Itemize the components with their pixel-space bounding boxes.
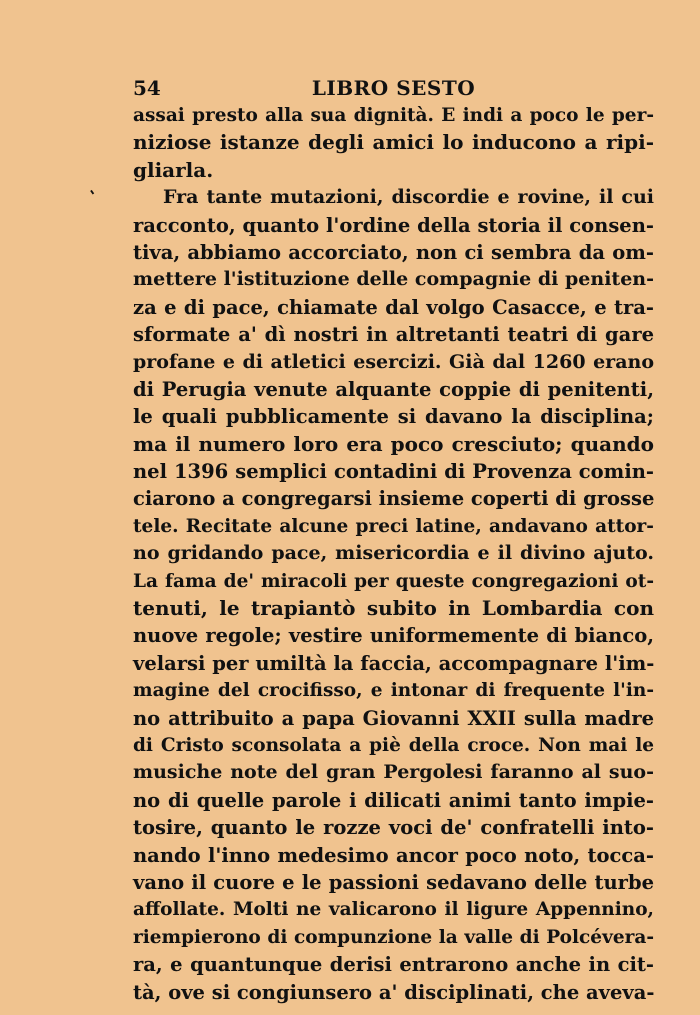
- body-text: [133, 102, 654, 1006]
- text-line: nel 1396 semplici contadini di Provenza comin-: [133, 460, 654, 484]
- text-line: Fra tante mutazioni, discordie e rovine, il cui: [163, 186, 654, 209]
- text-line: no di quelle parole i dilicati animi tanto impie-: [133, 788, 654, 812]
- text-line: vano il cuore e le passioni sedavano delle turbe: [133, 870, 654, 894]
- text-line: no attribuito a papa Giovanni XXII sulla madre: [133, 706, 654, 730]
- text-line: tiva, abbiamo accorciato, non ci sembra da om-: [133, 240, 654, 264]
- text-line: nuove regole; vestire uniformemente di bianco,: [133, 624, 654, 648]
- text-line: tà, ove si congiunsero a' disciplinati, che aveva-: [133, 980, 655, 1004]
- text-line: ra, e quantunque derisi entrarono anche in cit-: [133, 953, 654, 977]
- text-line: La fama de' miracoli per queste congregazioni ot-: [133, 570, 654, 592]
- text-line: tosire, quanto le rozze voci de' confratelli into-: [133, 816, 654, 840]
- text-line: tele. Recitate alcune preci latine, andavano attor-: [133, 515, 654, 537]
- text-line: tenuti, le trapiantò subito in Lombardia con: [133, 596, 654, 621]
- text-line: di Perugia venute alquante coppie di penitenti,: [133, 377, 654, 401]
- page-header: [133, 76, 654, 102]
- text-line: profane e di atletici esercizi. Già dal 1260 erano: [133, 350, 654, 373]
- text-line: di Cristo sconsolata a piè della croce. Non mai le: [133, 734, 654, 756]
- text-line: le quali pubblicamente si davano la disciplina;: [133, 405, 654, 429]
- margin-mark: ': [86, 186, 102, 205]
- text-line: niziose istanze degli amici lo inducono a ripi-: [133, 130, 654, 155]
- text-line: magine del crocifisso, e intonar di frequente l'in-: [133, 680, 654, 702]
- text-line: velarsi per umiltà la faccia, accompagnare l'im-: [133, 651, 655, 675]
- text-line: nando l'inno medesimo ancor poco noto, tocca-: [133, 843, 654, 867]
- text-line: mettere l'istituzione delle compagnie di peniten-: [133, 268, 654, 291]
- text-line: sformate a' dì nostri in altretanti teatri di gare: [133, 323, 654, 347]
- page-number: 54: [133, 76, 161, 100]
- text-line: riempierono di compunzione la valle di Polcévera-: [133, 926, 654, 948]
- text-line: no gridando pace, misericordia e il divino ajuto.: [133, 542, 654, 565]
- text-line: assai presto alla sua dignità. E indi a poco le per-: [133, 105, 654, 126]
- text-line: musiche note del gran Pergolesi faranno al suo-: [133, 761, 654, 784]
- running-head: LIBRO SESTO: [311, 76, 476, 100]
- text-line: racconto, quanto l'ordine della storia il consen-: [133, 213, 654, 237]
- text-line: ma il numero loro era poco cresciuto; quando: [133, 431, 654, 456]
- text-line: ciarono a congregarsi insieme coperti di grosse: [133, 487, 655, 511]
- text-line: affollate. Molti ne valicarono il ligure Appennino,: [133, 899, 654, 921]
- text-line: gliarla.: [133, 157, 214, 182]
- text-line: za e di pace, chiamate dal volgo Casacce, e tra-: [133, 295, 654, 319]
